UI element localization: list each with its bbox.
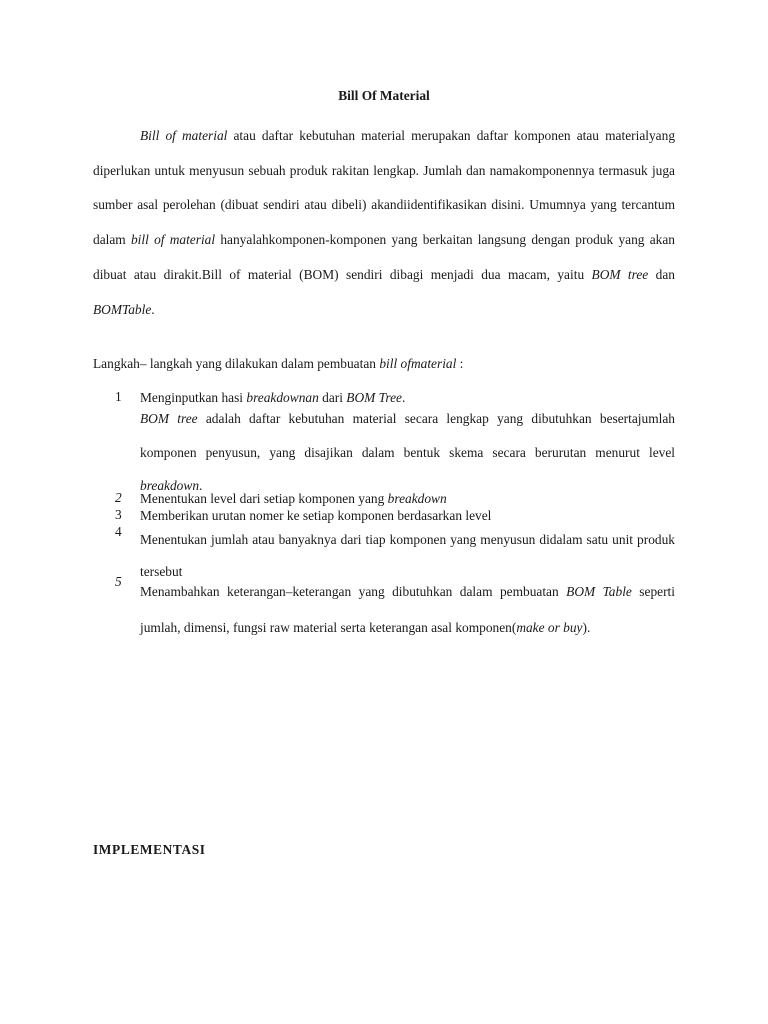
list-item-number: 4 (115, 524, 122, 539)
steps-intro-text: Langkah– langkah yang dilakukan dalam pembuatan (93, 356, 380, 371)
steps-intro (93, 356, 463, 372)
list-item-detail (140, 402, 675, 503)
italic-text: bill of material (130, 232, 216, 248)
italic-text: breakdownan (246, 390, 319, 405)
italic-text: make or buy (516, 619, 583, 635)
text-run: . (401, 390, 406, 405)
italic-text: Bill of material (140, 128, 228, 143)
italic-text: BOMTable (93, 301, 152, 317)
text-run: adalah daftar kebutuhan material secara lengkap yang dibutuhkan besertajumlah komponen penyusun, yang disajikan dalam bentuk skema secara berurutan menurut level (140, 411, 675, 460)
list-item-text (140, 490, 675, 507)
italic-text: BOM Table (566, 584, 632, 599)
intro-paragraph (93, 119, 675, 327)
italic-text: breakdown (387, 491, 447, 506)
italic-text: BOM Tree (346, 390, 402, 405)
list-item-text (140, 574, 675, 645)
document-title: Bill Of Material (338, 88, 430, 103)
list-item-number: 5 (115, 574, 122, 589)
text-run: Menentukan jumlah atau banyaknya dari tiap komponen yang menyusun didalam satu unit produk tersebut (140, 532, 675, 579)
text-run: ). (582, 619, 591, 635)
list-item-text (140, 507, 675, 524)
text-run: dari (318, 390, 347, 405)
text-run: . (199, 478, 203, 493)
text-run: hanyalahkomponen-komponen yang berkaitan langsung dengan produk yang akan dibuat atau dirakit.Bill of material (BOM) sendiri dibagi menjadi dua macam, yaitu (93, 232, 675, 282)
list-item-number: 2 (115, 490, 122, 505)
italic-text: breakdown (140, 478, 200, 493)
list-item-number: 1 (115, 389, 122, 404)
text-run: Menambahkan keterangan–keterangan yang dibutuhkan dalam pembuatan (140, 584, 567, 599)
steps-intro-end: : (456, 356, 464, 371)
text-run: seperti jumlah, dimensi, fungsi raw material serta keterangan asal komponen( (140, 584, 675, 635)
italic-text: BOM tree (140, 411, 198, 426)
text-run: Memberikan urutan nomer ke setiap komponen berdasarkan level (140, 508, 492, 523)
text-run: dan (648, 266, 675, 282)
text-run: atau daftar kebutuhan material merupakan daftar komponen atau materialyang diperlukan untuk menyusun sebuah produk rakitan lengkap. Jumlah dan namakomponennya termasuk juga sumber asal perolehan (dibuat sendiri atau dibeli) akandiidentifikasikan disini. Umumnya yang tercantum dalam (93, 128, 676, 248)
italic-text: BOM tree (591, 266, 649, 282)
text-run: Menentukan level dari setiap komponen yang (140, 491, 388, 506)
list-item-number: 3 (115, 507, 122, 522)
steps-intro-italic: bill ofmaterial (379, 356, 457, 371)
text-run: . (151, 301, 155, 317)
text-run: Menginputkan hasi (140, 390, 247, 405)
implementasi-heading: IMPLEMENTASI (93, 842, 206, 857)
